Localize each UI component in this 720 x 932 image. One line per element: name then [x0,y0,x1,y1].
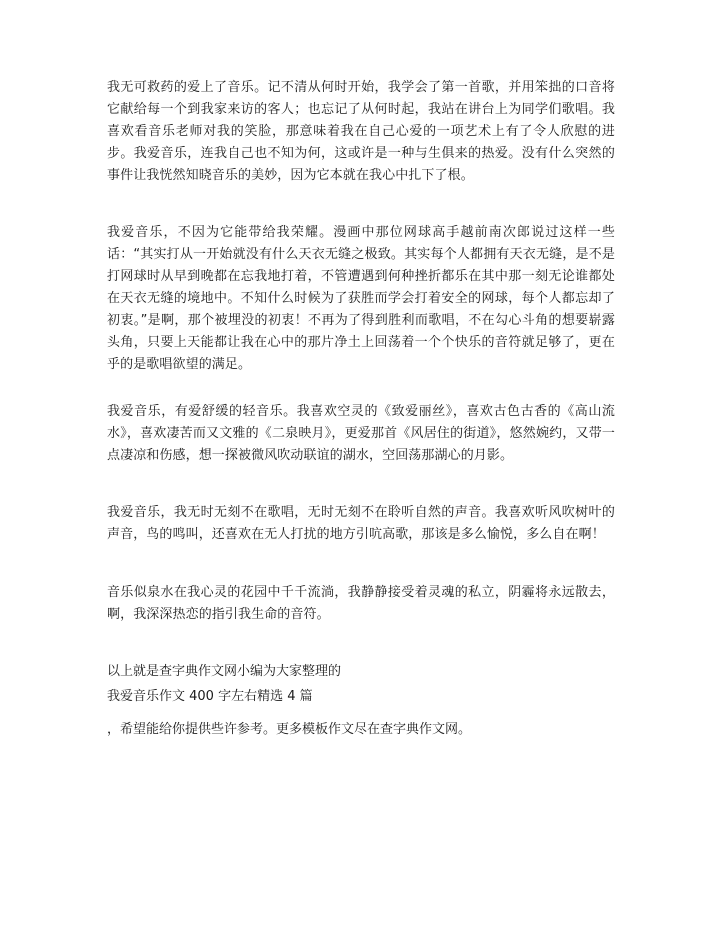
paragraph-1: 我无可救药的爱上了音乐。记不清从何时开始，我学会了第一首歌，并用笨拙的口音将它献给每一个到我家来访的客人；也忘记了从何时起，我站在讲台上为同学们歌唱。我喜欢看音乐老师对我的笑脸，那意味着我在自己心爱的一项艺术上有了令人欣慰的进步。我爱音乐，连我自己也不知为何，这或许是一种与生俱来的热爱。没有什么突然的事件让我恍然知晓音乐的美妙，因为它本就在我心中扎下了根。 [107,80,615,183]
footer-intro: 以上就是查字典作文网小编为大家整理的 [107,664,342,679]
footer-title: 我爱音乐作文 400 字左右精选 4 篇 [107,689,313,704]
paragraph-2: 我爱音乐，不因为它能带给我荣耀。漫画中那位网球高手越前南次郎说过这样一些话：“其实打从一开始就没有什么天衣无缝之极致。其实每个人都拥有天衣无缝，是不是打网球时从早到晚都在忘我地打着，不管遭遇到何种挫折都乐在其中那一刻无论谁都处在天衣无缝的境地中。不知什么时候为了获胜而学会打着安全的网球，每个人都忘却了初衷。”是啊，那个被埋没的初衷！不再为了得到胜利而歌唱，不在勾心斗角的想要崭露头角，只要上天能都让我在心中的那片净土上回荡着一个个快乐的音符就足够了，更在乎的是歌唱欲望的满足。 [107,225,615,372]
footer-closing: ，希望能给你提供些许参考。更多模板作文尽在查字典作文网。 [107,722,472,737]
paragraph-3: 我爱音乐，有爱舒缓的轻音乐。我喜欢空灵的《致爱丽丝》，喜欢古色古香的《高山流水》，喜欢凄苦而又文雅的《二泉映月》，更爱那首《风居住的街道》，悠然婉约，又带一点凄凉和伤感，想一探被微风吹动联谊的湖水，空回荡那湖心的月影。 [107,404,615,463]
paragraph-4: 我爱音乐，我无时无刻不在歌唱，无时无刻不在聆听自然的声音。我喜欢听风吹树叶的声音，鸟的鸣叫，还喜欢在无人打扰的地方引吭高歌，那该是多么愉悦，多么自在啊！ [107,505,615,542]
paragraph-5: 音乐似泉水在我心灵的花园中千千流淌，我静静接受着灵魂的私立，阴霾将永远散去，啊，我深深热恋的指引我生命的音符。 [107,585,615,622]
